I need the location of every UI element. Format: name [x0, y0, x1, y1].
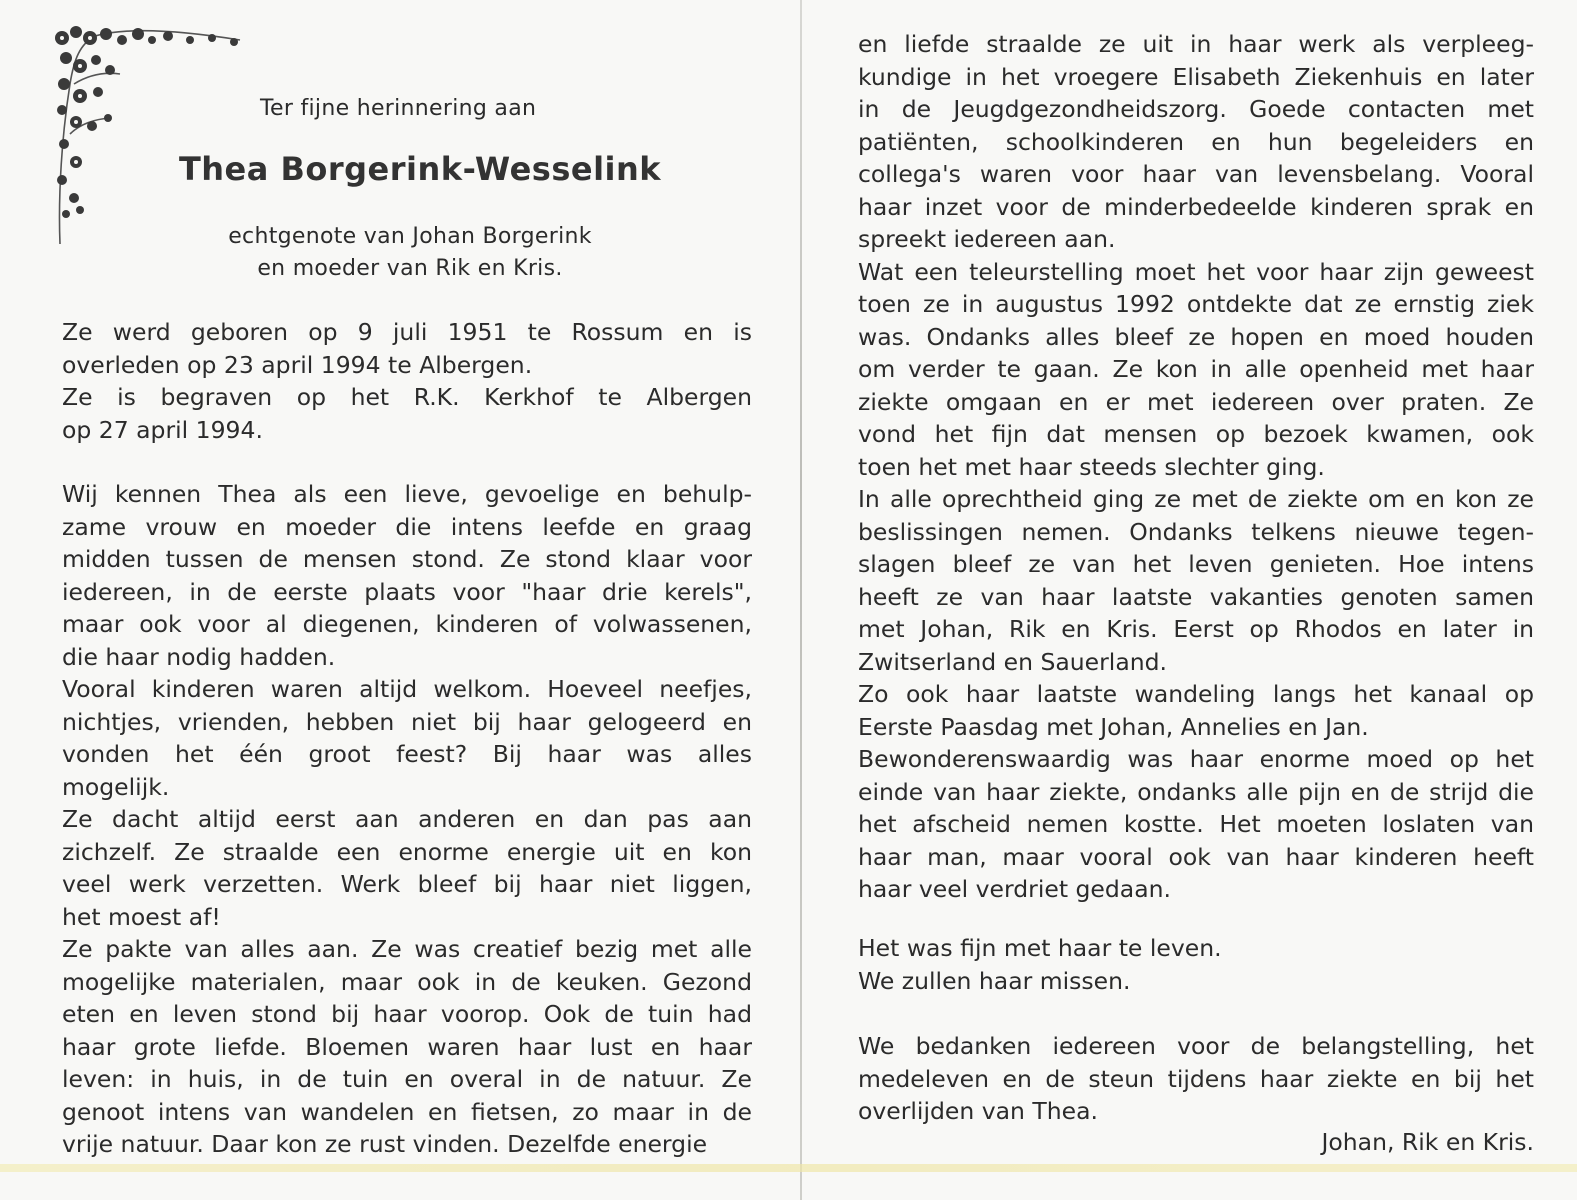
text-line: op 27 april 1994. — [62, 415, 263, 444]
text-line: beslissingen nemen. Ondanks telkens nieuwe tegen- — [858, 517, 1534, 546]
text-line: Ze is begraven op het R.K. Kerkhof te Albergen — [62, 383, 752, 411]
text-line: Ze pakte van alles aan. Ze was creatief bezig met alle — [62, 935, 752, 963]
text-line: leven: in huis, in de tuin en overal in de natuur. Ze — [62, 1065, 752, 1093]
text-line: midden tussen de mensen stond. Ze stond klaar voor — [62, 545, 752, 573]
text-line: spreekt iedereen aan. — [858, 225, 1116, 253]
text-line: eten en leven stond bij haar voorop. Ook de tuin had — [62, 1000, 752, 1028]
text-line: die haar nodig hadden. — [62, 642, 336, 671]
text-line: met Johan, Rik en Kris. Eerst op Rhodos en later in — [858, 615, 1534, 643]
text-line: patiënten, schoolkinderen en hun begeleiders en — [858, 127, 1534, 156]
text-line: maar ook voor al diegenen, kinderen of volwassenen, — [62, 610, 752, 638]
text-line: genoot intens van wandelen en fietsen, zo maar in de — [62, 1097, 752, 1126]
text-line: ziekte omgaan en er met iedereen over praten. Ze — [858, 387, 1534, 416]
relation-line-2: en moeder van Rik en Kris. — [257, 256, 563, 281]
left-body-text — [62, 478, 752, 1161]
text-line: om verder te gaan. Ze kon in alle openheid met haar — [858, 355, 1534, 383]
text-line: zichzelf. Ze straalde een enorme energie uit en kon — [62, 837, 752, 866]
text-line: slagen bleef ze van het leven genieten. Hoe intens — [858, 550, 1534, 578]
intro-text: Ter fijne herinnering aan — [260, 96, 537, 121]
text-line: Vooral kinderen waren altijd welkom. Hoeveel neefjes, — [62, 675, 752, 703]
text-line: zame vrouw en moeder die intens leefde en graag — [62, 512, 752, 541]
birth-paragraph — [62, 316, 752, 381]
relation-line-1: echtgenote van Johan Borgerink — [228, 224, 592, 249]
text-line: Bewonderenswaardig was haar enorme moed op het — [858, 745, 1534, 773]
text-line: in de Jeugdgezondheidszorg. Goede contacten met — [858, 95, 1534, 123]
text-line: was. Ondanks alles bleef ze hopen en moed houden — [858, 322, 1534, 351]
thanks-paragraph — [858, 1030, 1534, 1128]
text-line: Eerste Paasdag met Johan, Annelies en Jan. — [858, 712, 1369, 741]
text-line: overleden op 23 april 1994 te Albergen. — [62, 350, 533, 379]
floral-ornament-icon — [40, 14, 250, 254]
right-body-text — [858, 28, 1534, 906]
text-line: collega's waren voor haar van levensbelang. Vooral — [858, 160, 1534, 188]
text-line: en liefde straalde ze uit in haar werk als verpleeg- — [858, 30, 1534, 58]
text-line: overlijden van Thea. — [858, 1097, 1098, 1125]
text-line: vonden het één groot feest? Bij haar was alles — [62, 740, 752, 768]
closing-paragraph — [858, 932, 1534, 997]
fold-line — [800, 0, 802, 1200]
text-line: We bedanken iedereen voor de belangstelling, het — [858, 1032, 1534, 1060]
text-line: iedereen, in de eerste plaats voor "haar drie kerels", — [62, 577, 752, 606]
text-line: heeft ze van haar laatste vakanties genoten samen — [858, 582, 1534, 611]
text-line: het moest af! — [62, 902, 221, 931]
text-line: mogelijk. — [62, 772, 170, 801]
text-line: Het was fijn met haar te leven. — [858, 934, 1222, 962]
text-line: vrije natuur. Daar kon ze rust vinden. Dezelfde energie — [62, 1130, 708, 1158]
text-line: veel werk verzetten. Werk bleef bij haar niet liggen, — [62, 870, 752, 898]
text-line: haar veel verdriet gedaan. — [858, 875, 1171, 903]
text-line: Wij kennen Thea als een lieve, gevoelige en behulp- — [62, 480, 752, 508]
burial-paragraph — [62, 381, 752, 446]
text-line: Zwitserland en Sauerland. — [858, 647, 1167, 676]
text-line: haar inzet voor de minderbedeelde kinderen sprak en — [858, 192, 1534, 221]
text-line: toen het met haar steeds slechter ging. — [858, 452, 1325, 481]
text-line: Zo ook haar laatste wandeling langs het kanaal op — [858, 680, 1534, 708]
text-line: Ze dacht altijd eerst aan anderen en dan pas aan — [62, 805, 752, 833]
text-line: mogelijke materialen, maar ook in de keuken. Gezond — [62, 967, 752, 996]
text-line: het afscheid nemen kostte. Het moeten loslaten van — [858, 810, 1534, 838]
text-line: medeleven en de steun tijdens haar ziekte en bij het — [858, 1064, 1534, 1093]
text-line: nichtjes, vrienden, hebben niet bij haar gelogeerd en — [62, 707, 752, 736]
card-bottom-edge — [0, 1164, 1577, 1172]
text-line: einde van haar ziekte, ondanks alle pijn en de strijd die — [858, 777, 1534, 806]
text-line: haar man, maar vooral ook van haar kinderen heeft — [858, 842, 1534, 871]
text-line: haar grote liefde. Bloemen waren haar lust en haar — [62, 1032, 752, 1061]
text-line: Wat een teleurstelling moet het voor haar zijn geweest — [858, 257, 1534, 286]
text-line: toen ze in augustus 1992 ontdekte dat ze ernstig ziek — [858, 290, 1534, 318]
signature-text: Johan, Rik en Kris. — [1321, 1128, 1534, 1156]
text-line: vond het fijn dat mensen op bezoek kwamen, ook — [858, 420, 1534, 448]
text-line: kundige in het vroegere Elisabeth Ziekenhuis en later — [858, 62, 1534, 91]
text-line: We zullen haar missen. — [858, 966, 1131, 995]
text-line: In alle oprechtheid ging ze met de ziekte om en kon ze — [858, 485, 1534, 513]
text-line: Ze werd geboren op 9 juli 1951 te Rossum en is — [62, 318, 752, 346]
deceased-name: Thea Borgerink-Wesselink — [178, 150, 662, 188]
